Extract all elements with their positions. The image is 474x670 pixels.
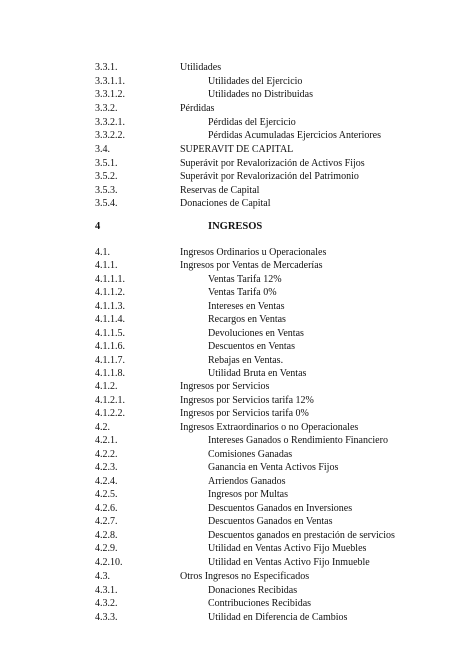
account-label: Ventas Tarifa 0% <box>208 287 277 298</box>
account-row <box>0 170 474 183</box>
account-label: Utilidades del Ejercicio <box>208 76 303 87</box>
account-row <box>0 143 474 156</box>
account-row <box>0 570 474 583</box>
account-row <box>0 461 474 474</box>
account-label: Donaciones Recibidas <box>208 585 298 596</box>
account-code: 4.1. <box>95 247 110 258</box>
account-row <box>0 448 474 461</box>
account-code: 3.3.2.2. <box>95 130 125 141</box>
account-label: Descuentos Ganados en Ventas <box>208 516 333 527</box>
account-row <box>0 421 474 434</box>
account-code: 3.5.3. <box>95 185 118 196</box>
account-code: 4.3.1. <box>95 585 118 596</box>
account-label: Intereses en Ventas <box>208 301 285 312</box>
account-code: 4.1.1.1. <box>95 274 125 285</box>
account-label: Superávit por Revalorización de Activos Fijos <box>180 158 365 169</box>
account-row <box>0 259 474 272</box>
account-row <box>0 102 474 115</box>
account-code: 3.3.1.1. <box>95 76 125 87</box>
account-code: 4.1.1.6. <box>95 341 125 352</box>
account-label: INGRESOS <box>208 221 263 232</box>
account-row <box>0 246 474 259</box>
account-label: Utilidades <box>180 62 222 73</box>
account-row <box>0 515 474 528</box>
account-code: 4 <box>95 221 101 232</box>
account-row <box>0 197 474 210</box>
account-row <box>0 380 474 393</box>
account-label: Recargos en Ventas <box>208 314 286 325</box>
account-label: Comisiones Ganadas <box>208 449 293 460</box>
account-label: Utilidad en Ventas Activo Fijo Muebles <box>208 543 367 554</box>
account-label: Ventas Tarifa 12% <box>208 274 282 285</box>
account-label: Ingresos por Multas <box>208 489 288 500</box>
account-code: 3.3.1.2. <box>95 89 125 100</box>
account-code: 4.1.2.2. <box>95 408 125 419</box>
account-code: 4.3.3. <box>95 612 118 623</box>
account-label: Utilidad en Ventas Activo Fijo Inmueble <box>208 557 370 568</box>
account-label: Pérdidas Acumuladas Ejercicios Anteriores <box>208 130 382 141</box>
account-row <box>0 286 474 299</box>
account-row <box>0 434 474 447</box>
account-row <box>0 116 474 129</box>
account-row <box>0 529 474 542</box>
account-label: Ingresos por Servicios tarifa 12% <box>180 395 314 406</box>
account-label: Utilidad en Diferencia de Cambios <box>208 612 348 623</box>
account-label: SUPERAVIT DE CAPITAL <box>180 144 294 155</box>
account-code: 4.1.2. <box>95 381 118 392</box>
account-row <box>0 611 474 624</box>
account-code: 4.1.1.8. <box>95 368 125 379</box>
account-label: Descuentos ganados en prestación de servicios <box>208 530 395 541</box>
account-row <box>0 340 474 353</box>
account-row <box>0 367 474 380</box>
account-code: 4.2. <box>95 422 110 433</box>
account-row <box>0 88 474 101</box>
account-code: 4.1.1.4. <box>95 314 125 325</box>
account-label: Ingresos Extraordinarios o no Operacionales <box>180 422 359 433</box>
account-code: 3.3.1. <box>95 62 118 73</box>
account-code: 4.1.1.7. <box>95 355 125 366</box>
account-row <box>0 475 474 488</box>
account-code: 3.5.1. <box>95 158 118 169</box>
account-row <box>0 394 474 407</box>
account-row <box>0 61 474 74</box>
account-label: Ingresos por Ventas de Mercaderías <box>180 260 323 271</box>
account-label: Pérdidas del Ejercicio <box>208 117 296 128</box>
account-label: Utilidades no Distribuidas <box>208 89 313 100</box>
account-code: 4.3. <box>95 571 110 582</box>
account-label: Arriendos Ganados <box>208 476 286 487</box>
account-row <box>0 556 474 569</box>
account-row <box>0 542 474 555</box>
account-code: 4.2.10. <box>95 557 123 568</box>
account-label: Pérdidas <box>180 103 215 114</box>
account-code: 4.2.4. <box>95 476 118 487</box>
account-code: 4.2.2. <box>95 449 118 460</box>
account-code: 4.2.8. <box>95 530 118 541</box>
account-code: 4.1.2.1. <box>95 395 125 406</box>
account-label: Descuentos Ganados en Inversiones <box>208 503 353 514</box>
account-row <box>0 597 474 610</box>
account-row <box>0 129 474 142</box>
account-code: 3.3.2. <box>95 103 118 114</box>
account-code: 3.5.4. <box>95 198 118 209</box>
account-label: Ingresos por Servicios <box>180 381 270 392</box>
account-row <box>0 75 474 88</box>
account-row <box>0 157 474 170</box>
account-label: Ingresos por Servicios tarifa 0% <box>180 408 309 419</box>
account-row <box>0 273 474 286</box>
account-row <box>0 184 474 197</box>
account-row <box>0 313 474 326</box>
account-row <box>0 300 474 313</box>
account-label: Ganancia en Venta Activos Fijos <box>208 462 339 473</box>
account-code: 4.1.1. <box>95 260 118 271</box>
account-code: 4.1.1.5. <box>95 328 125 339</box>
account-row <box>0 407 474 420</box>
account-label: Rebajas en Ventas. <box>208 355 284 366</box>
account-label: Contribuciones Recibidas <box>208 598 312 609</box>
account-label: Devoluciones en Ventas <box>208 328 304 339</box>
account-label: Descuentos en Ventas <box>208 341 296 352</box>
account-code: 4.2.1. <box>95 435 118 446</box>
account-row <box>0 502 474 515</box>
account-code: 4.2.9. <box>95 543 118 554</box>
account-row <box>0 327 474 340</box>
account-code: 4.1.1.3. <box>95 301 125 312</box>
account-label: Intereses Ganados o Rendimiento Financiero <box>208 435 388 446</box>
account-code: 4.2.6. <box>95 503 118 514</box>
account-row <box>0 584 474 597</box>
account-code: 4.1.1.2. <box>95 287 125 298</box>
account-code: 4.3.2. <box>95 598 118 609</box>
account-code: 3.3.2.1. <box>95 117 125 128</box>
account-label: Utilidad Bruta en Ventas <box>208 368 307 379</box>
account-label: Ingresos Ordinarios u Operacionales <box>180 247 327 258</box>
account-code: 3.4. <box>95 144 110 155</box>
account-label: Otros Ingresos no Especificados <box>180 571 310 582</box>
account-label: Superávit por Revalorización del Patrimonio <box>180 171 359 182</box>
account-label: Donaciones de Capital <box>180 198 271 209</box>
account-code: 4.2.5. <box>95 489 118 500</box>
account-code: 3.5.2. <box>95 171 118 182</box>
account-code: 4.2.7. <box>95 516 118 527</box>
account-code: 4.2.3. <box>95 462 118 473</box>
account-label: Reservas de Capital <box>180 185 260 196</box>
account-row <box>0 354 474 367</box>
account-row <box>0 488 474 501</box>
section-heading <box>0 220 474 233</box>
